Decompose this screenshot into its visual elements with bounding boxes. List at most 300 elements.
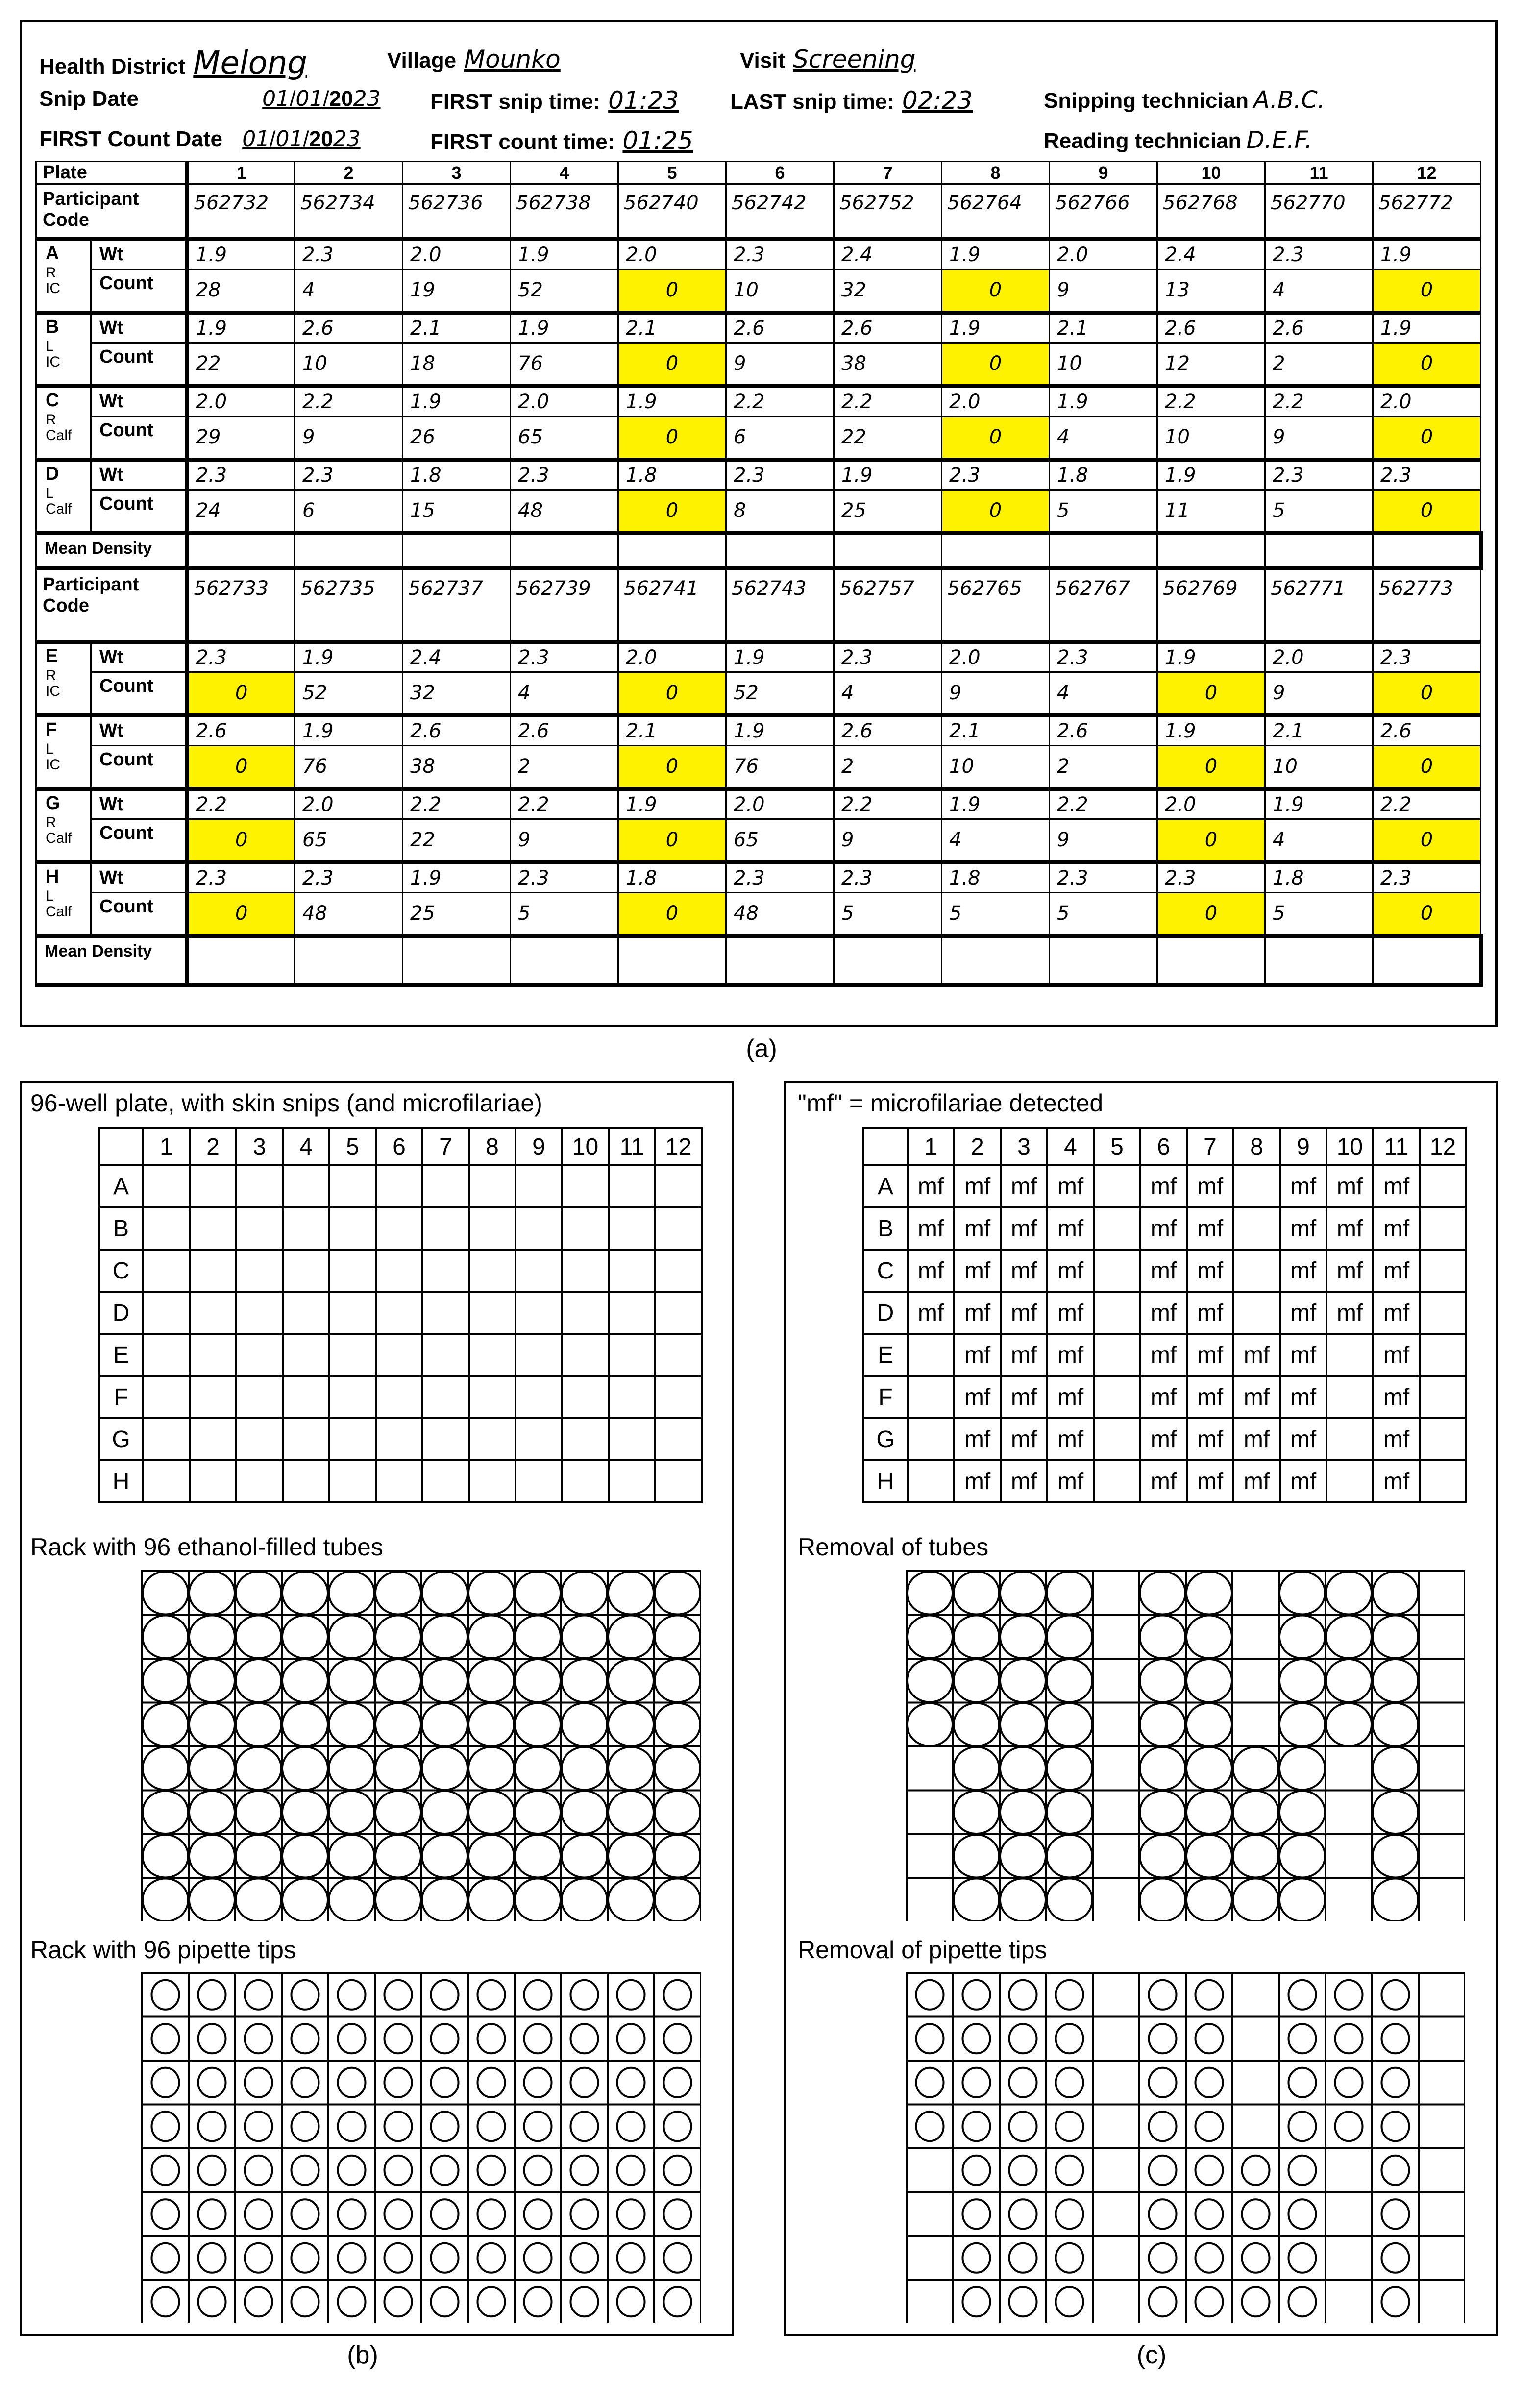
pipette-tip[interactable]: [1056, 2243, 1083, 2273]
weight-cell[interactable]: 1.9: [1373, 239, 1481, 270]
pipette-tip[interactable]: [1196, 2068, 1223, 2097]
count-cell[interactable]: 9: [1265, 672, 1373, 715]
pipette-tip[interactable]: [338, 2287, 366, 2316]
count-cell-zero-highlighted[interactable]: 0: [942, 343, 1050, 386]
weight-cell[interactable]: 1.9: [511, 239, 618, 270]
count-cell[interactable]: 48: [511, 490, 618, 533]
ethanol-tube[interactable]: [1373, 1879, 1418, 1921]
weight-cell[interactable]: 2.3: [942, 460, 1050, 490]
well[interactable]: [609, 1207, 655, 1250]
pipette-tip[interactable]: [198, 2112, 226, 2141]
ethanol-tube[interactable]: [954, 1879, 999, 1921]
well[interactable]: [376, 1250, 422, 1292]
ethanol-tube[interactable]: [468, 1616, 514, 1659]
ethanol-tube[interactable]: [189, 1703, 235, 1746]
mean-density-cell[interactable]: [1265, 936, 1373, 985]
well[interactable]: [283, 1207, 329, 1250]
count-cell[interactable]: 48: [726, 893, 834, 936]
pipette-tip[interactable]: [1196, 2199, 1223, 2229]
ethanol-tube[interactable]: [562, 1791, 607, 1834]
participant-code-cell[interactable]: 562771: [1265, 568, 1373, 642]
weight-cell[interactable]: 2.3: [187, 460, 295, 490]
ethanol-tube[interactable]: [1279, 1703, 1325, 1746]
pipette-tip[interactable]: [292, 2156, 319, 2185]
well[interactable]: [1420, 1418, 1466, 1460]
pipette-tip[interactable]: [478, 2243, 505, 2273]
well[interactable]: [422, 1376, 469, 1418]
pipette-tip[interactable]: [152, 2068, 179, 2097]
well[interactable]: [655, 1334, 702, 1376]
well-mf-detected[interactable]: mf: [1373, 1334, 1420, 1376]
ethanol-tube[interactable]: [907, 1572, 953, 1615]
well-mf-detected[interactable]: mf: [1187, 1376, 1233, 1418]
count-cell[interactable]: 2: [834, 746, 942, 789]
weight-cell[interactable]: 1.9: [1050, 386, 1157, 417]
ethanol-tube[interactable]: [143, 1659, 188, 1702]
weight-cell[interactable]: 1.8: [942, 862, 1050, 893]
pipette-tip[interactable]: [292, 2068, 319, 2097]
pipette-tip[interactable]: [963, 2024, 990, 2053]
mean-density-cell[interactable]: [834, 533, 942, 568]
ethanol-tube[interactable]: [1047, 1616, 1092, 1659]
well[interactable]: [655, 1292, 702, 1334]
pipette-tip[interactable]: [1149, 2287, 1177, 2316]
ethanol-tube[interactable]: [329, 1616, 374, 1659]
pipette-tip[interactable]: [1056, 2068, 1083, 2097]
ethanol-tube[interactable]: [189, 1747, 235, 1790]
pipette-tip[interactable]: [617, 2199, 645, 2229]
count-cell[interactable]: 10: [726, 270, 834, 313]
ethanol-tube[interactable]: [1140, 1572, 1185, 1615]
well[interactable]: [190, 1334, 236, 1376]
ethanol-tube[interactable]: [1233, 1879, 1278, 1921]
pipette-tip[interactable]: [524, 1980, 552, 2010]
first-count-date-value[interactable]: 01/01/2023: [242, 126, 361, 151]
weight-cell[interactable]: 1.9: [942, 313, 1050, 343]
participant-code-cell[interactable]: 562772: [1373, 184, 1481, 239]
weight-cell[interactable]: 2.6: [834, 715, 942, 746]
well[interactable]: [1420, 1376, 1466, 1418]
pipette-tip[interactable]: [1149, 2068, 1177, 2097]
weight-cell[interactable]: 2.6: [187, 715, 295, 746]
ethanol-tube[interactable]: [236, 1703, 281, 1746]
pipette-tip[interactable]: [963, 2068, 990, 2097]
ethanol-tube[interactable]: [422, 1747, 467, 1790]
well[interactable]: [143, 1376, 190, 1418]
ethanol-tube[interactable]: [468, 1572, 514, 1615]
weight-cell[interactable]: 2.0: [295, 789, 403, 819]
well-mf-detected[interactable]: mf: [1233, 1334, 1280, 1376]
well[interactable]: [329, 1165, 376, 1207]
ethanol-tube[interactable]: [282, 1747, 328, 1790]
well-mf-detected[interactable]: mf: [1373, 1460, 1420, 1502]
well[interactable]: [1326, 1334, 1373, 1376]
well[interactable]: [236, 1250, 283, 1292]
ethanol-tube[interactable]: [608, 1791, 654, 1834]
well-mf-detected[interactable]: mf: [1001, 1165, 1047, 1207]
mean-density-cell[interactable]: [295, 936, 403, 985]
pipette-tip[interactable]: [664, 2199, 691, 2229]
count-cell-zero-highlighted[interactable]: 0: [1157, 746, 1265, 789]
count-cell[interactable]: 52: [511, 270, 618, 313]
well-mf-detected[interactable]: mf: [1001, 1376, 1047, 1418]
well[interactable]: [469, 1292, 516, 1334]
count-cell-zero-highlighted[interactable]: 0: [942, 417, 1050, 460]
mean-density-cell[interactable]: [187, 533, 295, 568]
count-cell[interactable]: 2: [1265, 343, 1373, 386]
pipette-tip[interactable]: [1056, 2156, 1083, 2185]
pipette-tip[interactable]: [1289, 2243, 1316, 2273]
pipette-tip[interactable]: [1242, 2287, 1270, 2316]
well-mf-detected[interactable]: mf: [1326, 1207, 1373, 1250]
well[interactable]: [655, 1250, 702, 1292]
well[interactable]: [469, 1460, 516, 1502]
ethanol-tube[interactable]: [1000, 1572, 1046, 1615]
well[interactable]: [376, 1460, 422, 1502]
well-mf-detected[interactable]: mf: [1047, 1292, 1094, 1334]
well[interactable]: [422, 1250, 469, 1292]
ethanol-tube[interactable]: [1233, 1791, 1278, 1834]
count-cell[interactable]: 48: [295, 893, 403, 936]
participant-code-cell[interactable]: 562765: [942, 568, 1050, 642]
well[interactable]: [143, 1334, 190, 1376]
pipette-tip[interactable]: [1056, 2112, 1083, 2141]
ethanol-tube[interactable]: [143, 1835, 188, 1878]
participant-code-cell[interactable]: 562764: [942, 184, 1050, 239]
pipette-tip[interactable]: [1056, 2199, 1083, 2229]
ethanol-tube[interactable]: [1047, 1659, 1092, 1702]
mean-density-cell[interactable]: [942, 936, 1050, 985]
well-mf-detected[interactable]: mf: [1373, 1207, 1420, 1250]
weight-cell[interactable]: 1.8: [1265, 862, 1373, 893]
pipette-tip[interactable]: [245, 2199, 272, 2229]
weight-cell[interactable]: 2.6: [1050, 715, 1157, 746]
participant-code-cell[interactable]: 562737: [403, 568, 511, 642]
weight-cell[interactable]: 2.4: [834, 239, 942, 270]
pipette-tip[interactable]: [1335, 1980, 1363, 2010]
count-cell[interactable]: 24: [187, 490, 295, 533]
ethanol-tube[interactable]: [1047, 1747, 1092, 1790]
weight-cell[interactable]: 1.9: [187, 313, 295, 343]
pipette-tip[interactable]: [1289, 2156, 1316, 2185]
well[interactable]: [236, 1207, 283, 1250]
weight-cell[interactable]: 1.9: [726, 715, 834, 746]
ethanol-tube[interactable]: [1140, 1879, 1185, 1921]
well[interactable]: [190, 1250, 236, 1292]
well[interactable]: [329, 1334, 376, 1376]
count-cell[interactable]: 76: [511, 343, 618, 386]
pipette-tip[interactable]: [524, 2287, 552, 2316]
pipette-tip[interactable]: [338, 2156, 366, 2185]
well-mf-detected[interactable]: mf: [1047, 1165, 1094, 1207]
count-cell-zero-highlighted[interactable]: 0: [942, 270, 1050, 313]
ethanol-tube[interactable]: [562, 1879, 607, 1921]
weight-cell[interactable]: 2.6: [1265, 313, 1373, 343]
ethanol-tube[interactable]: [1186, 1747, 1232, 1790]
well-mf-detected[interactable]: mf: [1373, 1418, 1420, 1460]
weight-cell[interactable]: 2.0: [618, 239, 726, 270]
ethanol-tube[interactable]: [329, 1703, 374, 1746]
well[interactable]: [143, 1165, 190, 1207]
participant-code-cell[interactable]: 562732: [187, 184, 295, 239]
count-cell[interactable]: 65: [726, 819, 834, 862]
pipette-tip[interactable]: [1009, 2156, 1037, 2185]
well-mf-detected[interactable]: mf: [1280, 1292, 1326, 1334]
pipette-tip[interactable]: [1382, 1980, 1409, 2010]
ethanol-tube[interactable]: [515, 1747, 561, 1790]
weight-cell[interactable]: 2.3: [295, 862, 403, 893]
weight-cell[interactable]: 2.3: [295, 460, 403, 490]
weight-cell[interactable]: 1.9: [1157, 715, 1265, 746]
well[interactable]: [143, 1418, 190, 1460]
ethanol-tube[interactable]: [143, 1703, 188, 1746]
ethanol-tube[interactable]: [422, 1835, 467, 1878]
pipette-tip[interactable]: [152, 1980, 179, 2010]
pipette-tip[interactable]: [385, 2287, 412, 2316]
weight-cell[interactable]: 1.9: [1373, 313, 1481, 343]
pipette-tip[interactable]: [916, 1980, 944, 2010]
weight-cell[interactable]: 2.0: [1157, 789, 1265, 819]
pipette-tip[interactable]: [1289, 2024, 1316, 2053]
reading-tech-value[interactable]: D.E.F.: [1246, 126, 1312, 154]
weight-cell[interactable]: 1.9: [942, 239, 1050, 270]
snip-date-value[interactable]: 01/01/2023: [262, 86, 381, 111]
ethanol-tube[interactable]: [143, 1791, 188, 1834]
weight-cell[interactable]: 1.8: [403, 460, 511, 490]
pipette-tip[interactable]: [292, 2243, 319, 2273]
ethanol-tube[interactable]: [1279, 1747, 1325, 1790]
well[interactable]: [516, 1292, 562, 1334]
pipette-tip[interactable]: [198, 2199, 226, 2229]
pipette-tip[interactable]: [152, 2243, 179, 2273]
ethanol-tube[interactable]: [515, 1616, 561, 1659]
ethanol-tube[interactable]: [236, 1747, 281, 1790]
pipette-tip[interactable]: [198, 2024, 226, 2053]
well-mf-detected[interactable]: mf: [1280, 1460, 1326, 1502]
well-mf-detected[interactable]: mf: [1373, 1376, 1420, 1418]
well-mf-detected[interactable]: mf: [1326, 1292, 1373, 1334]
count-cell[interactable]: 25: [403, 893, 511, 936]
ethanol-tube[interactable]: [375, 1835, 421, 1878]
well[interactable]: [329, 1250, 376, 1292]
well[interactable]: [1420, 1292, 1466, 1334]
pipette-tip[interactable]: [524, 2024, 552, 2053]
ethanol-tube[interactable]: [143, 1879, 188, 1921]
count-cell[interactable]: 6: [295, 490, 403, 533]
weight-cell[interactable]: 1.8: [618, 862, 726, 893]
well-mf-detected[interactable]: mf: [1187, 1292, 1233, 1334]
pipette-tip[interactable]: [385, 2068, 412, 2097]
count-cell-zero-highlighted[interactable]: 0: [618, 746, 726, 789]
well[interactable]: [516, 1334, 562, 1376]
mean-density-cell[interactable]: [403, 533, 511, 568]
count-cell[interactable]: 5: [1050, 490, 1157, 533]
pipette-tip[interactable]: [431, 2068, 459, 2097]
pipette-tip[interactable]: [1335, 2112, 1363, 2141]
count-cell-zero-highlighted[interactable]: 0: [1157, 893, 1265, 936]
well[interactable]: [190, 1165, 236, 1207]
weight-cell[interactable]: 2.3: [834, 642, 942, 672]
weight-cell[interactable]: 2.2: [1265, 386, 1373, 417]
well-mf-detected[interactable]: mf: [908, 1250, 954, 1292]
pipette-tip[interactable]: [1289, 2287, 1316, 2316]
weight-cell[interactable]: 2.0: [942, 386, 1050, 417]
ethanol-tube[interactable]: [468, 1703, 514, 1746]
pipette-tip[interactable]: [1196, 2112, 1223, 2141]
ethanol-tube[interactable]: [1373, 1659, 1418, 1702]
pipette-tip[interactable]: [1196, 2024, 1223, 2053]
pipette-tip[interactable]: [963, 1980, 990, 2010]
participant-code-cell[interactable]: 562742: [726, 184, 834, 239]
well[interactable]: [376, 1418, 422, 1460]
ethanol-tube[interactable]: [1279, 1791, 1325, 1834]
well[interactable]: [1094, 1376, 1140, 1418]
pipette-tip[interactable]: [1149, 2199, 1177, 2229]
ethanol-tube[interactable]: [1326, 1572, 1372, 1615]
ethanol-tube[interactable]: [282, 1572, 328, 1615]
pipette-tip[interactable]: [1149, 1980, 1177, 2010]
well[interactable]: [469, 1165, 516, 1207]
pipette-tip[interactable]: [963, 2112, 990, 2141]
well-mf-detected[interactable]: mf: [954, 1376, 1001, 1418]
pipette-tip[interactable]: [963, 2199, 990, 2229]
participant-code-cell[interactable]: 562767: [1050, 568, 1157, 642]
count-cell[interactable]: 25: [834, 490, 942, 533]
count-cell[interactable]: 76: [726, 746, 834, 789]
well[interactable]: [143, 1292, 190, 1334]
weight-cell[interactable]: 2.2: [834, 386, 942, 417]
well[interactable]: [236, 1334, 283, 1376]
count-cell-zero-highlighted[interactable]: 0: [1373, 893, 1481, 936]
well[interactable]: [562, 1460, 609, 1502]
count-cell[interactable]: 76: [295, 746, 403, 789]
participant-code-cell[interactable]: 562739: [511, 568, 618, 642]
mean-density-cell[interactable]: [1373, 533, 1481, 568]
weight-cell[interactable]: 2.0: [942, 642, 1050, 672]
well-mf-detected[interactable]: mf: [1280, 1334, 1326, 1376]
pipette-tip[interactable]: [916, 2024, 944, 2053]
ethanol-tube[interactable]: [655, 1572, 700, 1615]
pipette-tip[interactable]: [478, 2068, 505, 2097]
pipette-tip[interactable]: [1056, 2287, 1083, 2316]
well-mf-detected[interactable]: mf: [1187, 1334, 1233, 1376]
pipette-tip[interactable]: [664, 1980, 691, 2010]
count-cell[interactable]: 38: [834, 343, 942, 386]
ethanol-tube[interactable]: [608, 1572, 654, 1615]
ethanol-tube[interactable]: [1373, 1835, 1418, 1878]
well[interactable]: [908, 1334, 954, 1376]
ethanol-tube[interactable]: [1233, 1835, 1278, 1878]
weight-cell[interactable]: 2.3: [834, 862, 942, 893]
pipette-tip[interactable]: [1056, 2024, 1083, 2053]
well-mf-detected[interactable]: mf: [954, 1207, 1001, 1250]
count-cell[interactable]: 29: [187, 417, 295, 460]
well[interactable]: [236, 1165, 283, 1207]
pipette-tip[interactable]: [571, 2112, 598, 2141]
ethanol-tube[interactable]: [236, 1572, 281, 1615]
pipette-tip[interactable]: [338, 2243, 366, 2273]
pipette-tip[interactable]: [431, 2287, 459, 2316]
ethanol-tube[interactable]: [655, 1879, 700, 1921]
count-cell-zero-highlighted[interactable]: 0: [1373, 490, 1481, 533]
well-mf-detected[interactable]: mf: [1001, 1460, 1047, 1502]
well[interactable]: [422, 1207, 469, 1250]
ethanol-tube[interactable]: [907, 1659, 953, 1702]
ethanol-tube[interactable]: [1047, 1791, 1092, 1834]
pipette-tip[interactable]: [245, 2024, 272, 2053]
count-cell[interactable]: 10: [295, 343, 403, 386]
mean-density-cell[interactable]: [1050, 936, 1157, 985]
count-cell-zero-highlighted[interactable]: 0: [1157, 672, 1265, 715]
pipette-tip[interactable]: [385, 2199, 412, 2229]
pipette-tip[interactable]: [617, 2243, 645, 2273]
pipette-tip[interactable]: [571, 2199, 598, 2229]
ethanol-tube[interactable]: [1140, 1835, 1185, 1878]
weight-cell[interactable]: 1.9: [403, 386, 511, 417]
count-cell[interactable]: 5: [834, 893, 942, 936]
well-mf-detected[interactable]: mf: [1047, 1334, 1094, 1376]
ethanol-tube[interactable]: [422, 1879, 467, 1921]
pipette-tip[interactable]: [152, 2156, 179, 2185]
well-mf-detected[interactable]: mf: [1187, 1418, 1233, 1460]
participant-code-cell[interactable]: 562740: [618, 184, 726, 239]
weight-cell[interactable]: 2.2: [1050, 789, 1157, 819]
ethanol-tube[interactable]: [954, 1659, 999, 1702]
well[interactable]: [655, 1418, 702, 1460]
well[interactable]: [143, 1250, 190, 1292]
weight-cell[interactable]: 2.6: [834, 313, 942, 343]
weight-cell[interactable]: 2.3: [1373, 460, 1481, 490]
pipette-tip[interactable]: [1382, 2024, 1409, 2053]
well[interactable]: [562, 1376, 609, 1418]
weight-cell[interactable]: 1.9: [403, 862, 511, 893]
ethanol-tube[interactable]: [282, 1703, 328, 1746]
pipette-tip[interactable]: [478, 2156, 505, 2185]
ethanol-tube[interactable]: [1186, 1879, 1232, 1921]
well-mf-detected[interactable]: mf: [1187, 1460, 1233, 1502]
pipette-tip[interactable]: [664, 2112, 691, 2141]
pipette-tip[interactable]: [664, 2068, 691, 2097]
weight-cell[interactable]: 2.0: [403, 239, 511, 270]
well-mf-detected[interactable]: mf: [954, 1250, 1001, 1292]
pipette-tip[interactable]: [571, 2243, 598, 2273]
count-cell[interactable]: 65: [295, 819, 403, 862]
pipette-tip[interactable]: [916, 2068, 944, 2097]
weight-cell[interactable]: 2.2: [511, 789, 618, 819]
weight-cell[interactable]: 2.2: [403, 789, 511, 819]
ethanol-tube[interactable]: [282, 1835, 328, 1878]
ethanol-tube[interactable]: [1000, 1659, 1046, 1702]
pipette-tip[interactable]: [338, 2068, 366, 2097]
well[interactable]: [283, 1334, 329, 1376]
count-cell[interactable]: 10: [1050, 343, 1157, 386]
count-cell[interactable]: 9: [726, 343, 834, 386]
well[interactable]: [283, 1250, 329, 1292]
pipette-tip[interactable]: [478, 1980, 505, 2010]
count-cell[interactable]: 9: [295, 417, 403, 460]
ethanol-tube[interactable]: [1186, 1572, 1232, 1615]
ethanol-tube[interactable]: [422, 1791, 467, 1834]
well[interactable]: [329, 1376, 376, 1418]
ethanol-tube[interactable]: [1326, 1703, 1372, 1746]
well[interactable]: [1233, 1207, 1280, 1250]
pipette-tip[interactable]: [292, 2287, 319, 2316]
well[interactable]: [516, 1207, 562, 1250]
pipette-tip[interactable]: [524, 2199, 552, 2229]
count-cell[interactable]: 32: [834, 270, 942, 313]
well[interactable]: [422, 1165, 469, 1207]
well[interactable]: [1326, 1418, 1373, 1460]
